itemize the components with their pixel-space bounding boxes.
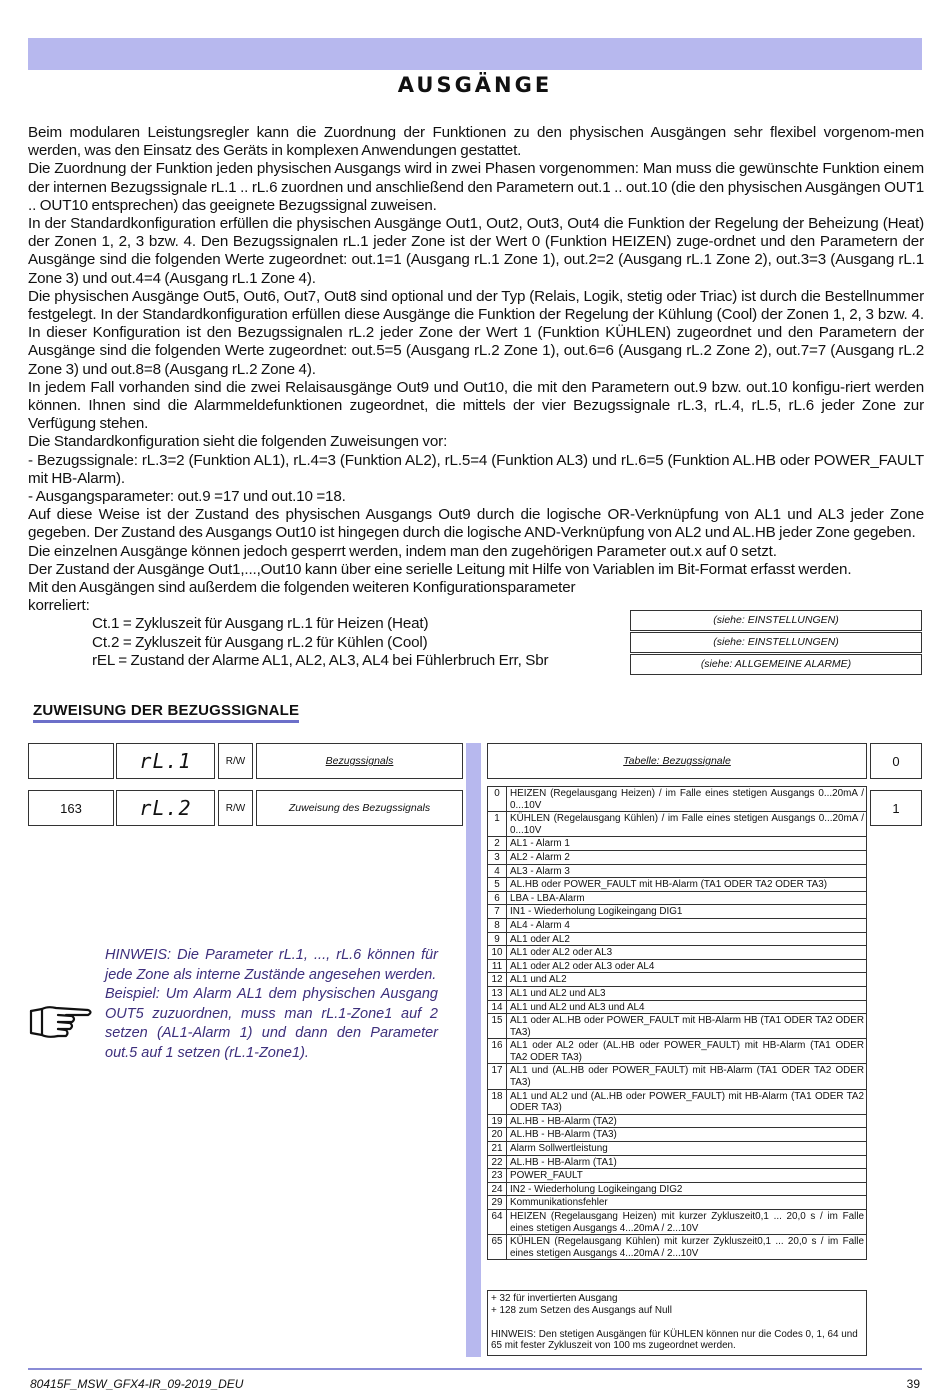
table-row (488, 1089, 867, 1114)
table-row (488, 878, 867, 892)
table-row (488, 986, 867, 1000)
table-row (488, 850, 867, 864)
signal-code: 6 (488, 891, 507, 905)
param-label: Bezugssignals (325, 755, 394, 767)
default-value-cell: 1 (870, 790, 922, 826)
param-label: Zuweisung des Bezugssignals (288, 802, 431, 814)
param-line: Ct.1 = Zykluszeit für Ausgang rL.1 für Heizen (Heat) (92, 615, 429, 633)
signal-code: 2 (488, 837, 507, 851)
signal-description: HEIZEN (Regelausgang Heizen) mit kurzer Zykluszeit0,1 ... 20,0 s / im Falle eines stetigen Ausgangs 4...20mA / 2...10V (507, 1210, 867, 1235)
note-line: + 32 für invertierten Ausgang (491, 1293, 618, 1304)
signal-code: 10 (488, 946, 507, 960)
paragraph: Die einzelnen Ausgänge können jedoch gesperrt werden, indem man den zugehörigen Parameter out.x auf 0 setzt. (28, 542, 777, 560)
signal-description: Alarm Sollwertleistung (507, 1142, 867, 1156)
signal-description: AL3 - Alarm 3 (507, 864, 867, 878)
signal-description: AL1 - Alarm 1 (507, 837, 867, 851)
body-text (28, 124, 924, 670)
ref-box: (siehe: EINSTELLUNGEN) (630, 610, 922, 631)
signal-code: 65 (488, 1235, 507, 1260)
table-row (488, 1114, 867, 1128)
table-title: Tabelle: Bezugssignale (623, 755, 731, 767)
paragraph: Auf diese Weise ist der Zustand des physischen Ausgangs Out9 durch die logische OR-Verknüpfung von AL1 und AL3 jeder Zone gegeben. Der Zustand des Ausgangs Out10 ist hingegen durch die logische AND-Verknüpfung von AL2 und AL.HB jeder Zone gegeben. (28, 506, 924, 542)
signal-code: 11 (488, 959, 507, 973)
signal-code: 8 (488, 918, 507, 932)
table-row (488, 1169, 867, 1183)
signal-description: LBA - LBA-Alarm (507, 891, 867, 905)
document-code: 80415F_MSW_GFX4-IR_09-2019_DEU (30, 1377, 244, 1391)
side-bar (466, 743, 481, 1357)
note-line: + 128 zum Setzen des Ausgangs auf Null (491, 1304, 672, 1316)
signal-description: AL1 oder AL.HB oder POWER_FAULT mit HB-Alarm HB (TA1 ODER TA2 ODER TA3) (507, 1014, 867, 1039)
param-line: rEL = Zustand der Alarme AL1, AL2, AL3, AL4 bei Fühlerbruch Err, Sbr (92, 651, 549, 669)
table-row (488, 1210, 867, 1235)
paragraph: In der Standardkonfiguration erfüllen die physischen Ausgänge Out1, Out2, Out3, Out4 die Funktion der Regelung der Beheizung (Heat) der Zonen 1, 2, 3 bzw. 4. Den Bezugssignalen rL.1 jeder Zone ist der Wert 0 (Funktion HEIZEN) zuge-ordnet und den Parametern der Ausgänge sind die folgenden Werte zugeordnet: out.1=1 (Ausgang rL.1 Zone 1), out.2=2 (Ausgang rL.1 Zone 2), out.3=3 (Ausgang rL.1 Zone 3) und out.4=4 (Ausgang rL.1 Zone 4). (28, 215, 924, 287)
param-rw-cell: R/W (218, 743, 253, 779)
signal-description: AL1 und AL2 (507, 973, 867, 987)
signal-code: 5 (488, 878, 507, 892)
paragraph: korreliert: (28, 597, 90, 615)
hint-paragraph: HINWEIS: Die Parameter rL.1, ..., rL.6 können für jede Zone als interne Zustände angesehen werden. (105, 947, 438, 983)
signal-description: AL1 oder AL2 (507, 932, 867, 946)
hint-paragraph: Beispiel: Um Alarm AL1 dem physischen Ausgang OUT5 zuzuordnen, muss man rL.1-Zone1 auf 2 setzen (AL1-Alarm 1) und dann den Parameter out.5 auf 1 setzen (rL.1-Zone1). (105, 986, 438, 1061)
signal-description: AL.HB oder POWER_FAULT mit HB-Alarm (TA1 ODER TA2 ODER TA3) (507, 878, 867, 892)
table-row (488, 973, 867, 987)
signal-code: 23 (488, 1169, 507, 1183)
param-line: Ct.2 = Zykluszeit für Ausgang rL.2 für Kühlen (Cool) (92, 633, 428, 651)
param-index-cell (28, 743, 114, 779)
table-row (488, 787, 867, 812)
signal-code: 3 (488, 850, 507, 864)
table-row (488, 1155, 867, 1169)
table-row (488, 959, 867, 973)
signal-description: AL1 und (AL.HB oder POWER_FAULT) mit HB-Alarm (TA1 ODER TA2 ODER TA3) (507, 1064, 867, 1089)
paragraph: - Ausgangsparameter: out.9 =17 und out.10 =18. (28, 488, 346, 506)
table-title-cell (487, 743, 867, 779)
table-row (488, 864, 867, 878)
param-rw-cell: R/W (218, 790, 253, 826)
section-title: ZUWEISUNG DER BEZUGSSIGNALE (33, 702, 299, 723)
signal-code: 1 (488, 812, 507, 837)
footer-rule (28, 1368, 922, 1370)
signal-description: AL4 - Alarm 4 (507, 918, 867, 932)
paragraph: Mit den Ausgängen sind außerdem die folgenden weiteren Konfigurationsparameter (28, 579, 576, 597)
signal-description: Kommunikationsfehler (507, 1196, 867, 1210)
signal-description: AL.HB - HB-Alarm (TA1) (507, 1155, 867, 1169)
signal-code: 16 (488, 1039, 507, 1064)
default-value-cell: 0 (870, 743, 922, 779)
signal-code: 64 (488, 1210, 507, 1235)
signal-description: POWER_FAULT (507, 1169, 867, 1183)
signal-code: 24 (488, 1182, 507, 1196)
paragraph: Die physischen Ausgänge Out5, Out6, Out7, Out8 sind optional und der Typ (Relais, Logik, stetig oder Triac) ist durch die Bestellnummer festgelegt. In der Standardkonfiguration erfüllen diese Ausgänge die Funktion der Regelung der Kühlung (Cool) der Zonen 1, 2, 3 bzw. 4. In dieser Konfiguration ist den Bezugssignalen rL.2 jeder Zone der Wert 1 (Funktion KÜHLEN) zugeordnet und den Parametern der Ausgänge sind die folgenden Werte zugeordnet: out.5=5 (Ausgang rL.2 Zone 1), out.6=6 (Ausgang rL.2 Zone 2), out.7=7 (Ausgang rL.2 Zone 3) und out.8=8 (Ausgang rL.2 Zone 4). (28, 287, 924, 378)
note-hint: HINWEIS: Den stetigen Ausgängen für KÜHLEN können nur die Codes 0, 1, 64 und 65 mit fester Zykluszeit von 100 ms zugeordnet werden. (491, 1328, 858, 1352)
signal-description: AL.HB - HB-Alarm (TA2) (507, 1114, 867, 1128)
signal-code: 4 (488, 864, 507, 878)
signal-description: AL.HB - HB-Alarm (TA3) (507, 1128, 867, 1142)
paragraph: In jedem Fall vorhanden sind die zwei Relaisausgänge Out9 und Out10, die mit den Parametern out.9 bzw. out.10 konfigu-riert werden können. Ihnen sind die Alarmmeldefunktionen zugeordnet, die mittels der vier Bezugssignale rL.3, rL.4, rL.5, rL.6 jeder Zone zur Verfügung stehen. (28, 378, 924, 433)
signal-code: 14 (488, 1000, 507, 1014)
table-row (488, 1182, 867, 1196)
table-row (488, 1128, 867, 1142)
param-code-cell: rL.2 (116, 790, 215, 826)
table-row (488, 1235, 867, 1260)
signal-code: 12 (488, 973, 507, 987)
signal-code: 15 (488, 1014, 507, 1039)
signal-description: HEIZEN (Regelausgang Heizen) / im Falle eines stetigen Ausgangs 0...20mA / 0...10V (507, 787, 867, 812)
ref-box: (siehe: ALLGEMEINE ALARME) (630, 654, 922, 675)
signal-description: AL2 - Alarm 2 (507, 850, 867, 864)
ref-box: (siehe: EINSTELLUNGEN) (630, 632, 922, 653)
table-row (488, 1000, 867, 1014)
paragraph: - Bezugssignale: rL.3=2 (Funktion AL1), rL.4=3 (Funktion AL2), rL.5=4 (Funktion AL3) und rL.6=5 (Funktion AL.HB oder POWER_FAULT mit HB-Alarm). (28, 451, 924, 487)
table-row (488, 1039, 867, 1064)
signal-code: 17 (488, 1064, 507, 1089)
table-row (488, 891, 867, 905)
page-title: AUSGÄNGE (397, 73, 553, 97)
table-row (488, 837, 867, 851)
signal-description: AL1 und AL2 und AL3 (507, 986, 867, 1000)
table-row (488, 932, 867, 946)
paragraph: Die Standardkonfiguration sieht die folgenden Zuweisungen vor: (28, 433, 448, 451)
signal-description: AL1 oder AL2 oder (AL.HB oder POWER_FAULT) mit HB-Alarm (TA1 ODER TA2 ODER TA3) (507, 1039, 867, 1064)
table-row (488, 946, 867, 960)
signal-code: 0 (488, 787, 507, 812)
table-row (488, 905, 867, 919)
signal-description: IN2 - Wiederholung Logikeingang DIG2 (507, 1182, 867, 1196)
signal-code: 7 (488, 905, 507, 919)
signal-code: 21 (488, 1142, 507, 1156)
table-row (488, 1014, 867, 1039)
hint-note (105, 946, 438, 1063)
signal-description: AL1 oder AL2 oder AL3 oder AL4 (507, 959, 867, 973)
table-notes (487, 1290, 867, 1356)
table-row (488, 918, 867, 932)
signal-code: 9 (488, 932, 507, 946)
signal-code: 18 (488, 1089, 507, 1114)
signal-code: 13 (488, 986, 507, 1000)
signal-description: KÜHLEN (Regelausgang Kühlen) mit kurzer Zykluszeit0,1 ... 20,0 s / im Falle eines stetigen Ausgangs 4...20mA / 2...10V (507, 1235, 867, 1260)
signal-description: KÜHLEN (Regelausgang Kühlen) / im Falle eines stetigen Ausgangs 0...20mA / 0...10V (507, 812, 867, 837)
signal-description: IN1 - Wiederholung Logikeingang DIG1 (507, 905, 867, 919)
pointing-hand-icon (28, 1003, 94, 1046)
header-bar (28, 38, 922, 70)
table-row (488, 1064, 867, 1089)
param-index-cell: 163 (28, 790, 114, 826)
signal-code: 29 (488, 1196, 507, 1210)
signal-code: 19 (488, 1114, 507, 1128)
paragraph: Der Zustand der Ausgänge Out1,...,Out10 kann über eine serielle Leitung mit Hilfe von Variablen im Bit-Format erfasst werden. (28, 560, 852, 578)
table-row (488, 1196, 867, 1210)
table-row (488, 812, 867, 837)
signal-code: 20 (488, 1128, 507, 1142)
table-row (488, 1142, 867, 1156)
reference-signal-table (487, 786, 867, 1260)
signal-code: 22 (488, 1155, 507, 1169)
signal-description: AL1 und AL2 und AL3 und AL4 (507, 1000, 867, 1014)
paragraph: Beim modularen Leistungsregler kann die Zuordnung der Funktionen zu den physischen Ausgängen sehr flexibel vorgenom-men werden, was den Einsatz des Geräts in komplexen Anwendungen gestattet. (28, 124, 924, 160)
param-label-cell (256, 790, 463, 826)
signal-description: AL1 und AL2 und (AL.HB oder POWER_FAULT) mit HB-Alarm (TA1 ODER TA2 ODER TA3) (507, 1089, 867, 1114)
param-label-cell (256, 743, 463, 779)
signal-description: AL1 oder AL2 oder AL3 (507, 946, 867, 960)
paragraph: Die Zuordnung der Funktion jeden physischen Ausgangs wird in zwei Phasen vorgenommen: Man muss die gewünschte Funktion einem der internen Bezugssignale rL.1 .. rL.6 zuordnen und anschließend den Parametern out.1 .. out.10 (die den physischen Ausgängen OUT1 .. OUT10 entsprechen) das geeignete Bezugssignal zuweisen. (28, 160, 924, 214)
param-code-cell: rL.1 (116, 743, 215, 779)
page-number: 39 (906, 1377, 920, 1391)
